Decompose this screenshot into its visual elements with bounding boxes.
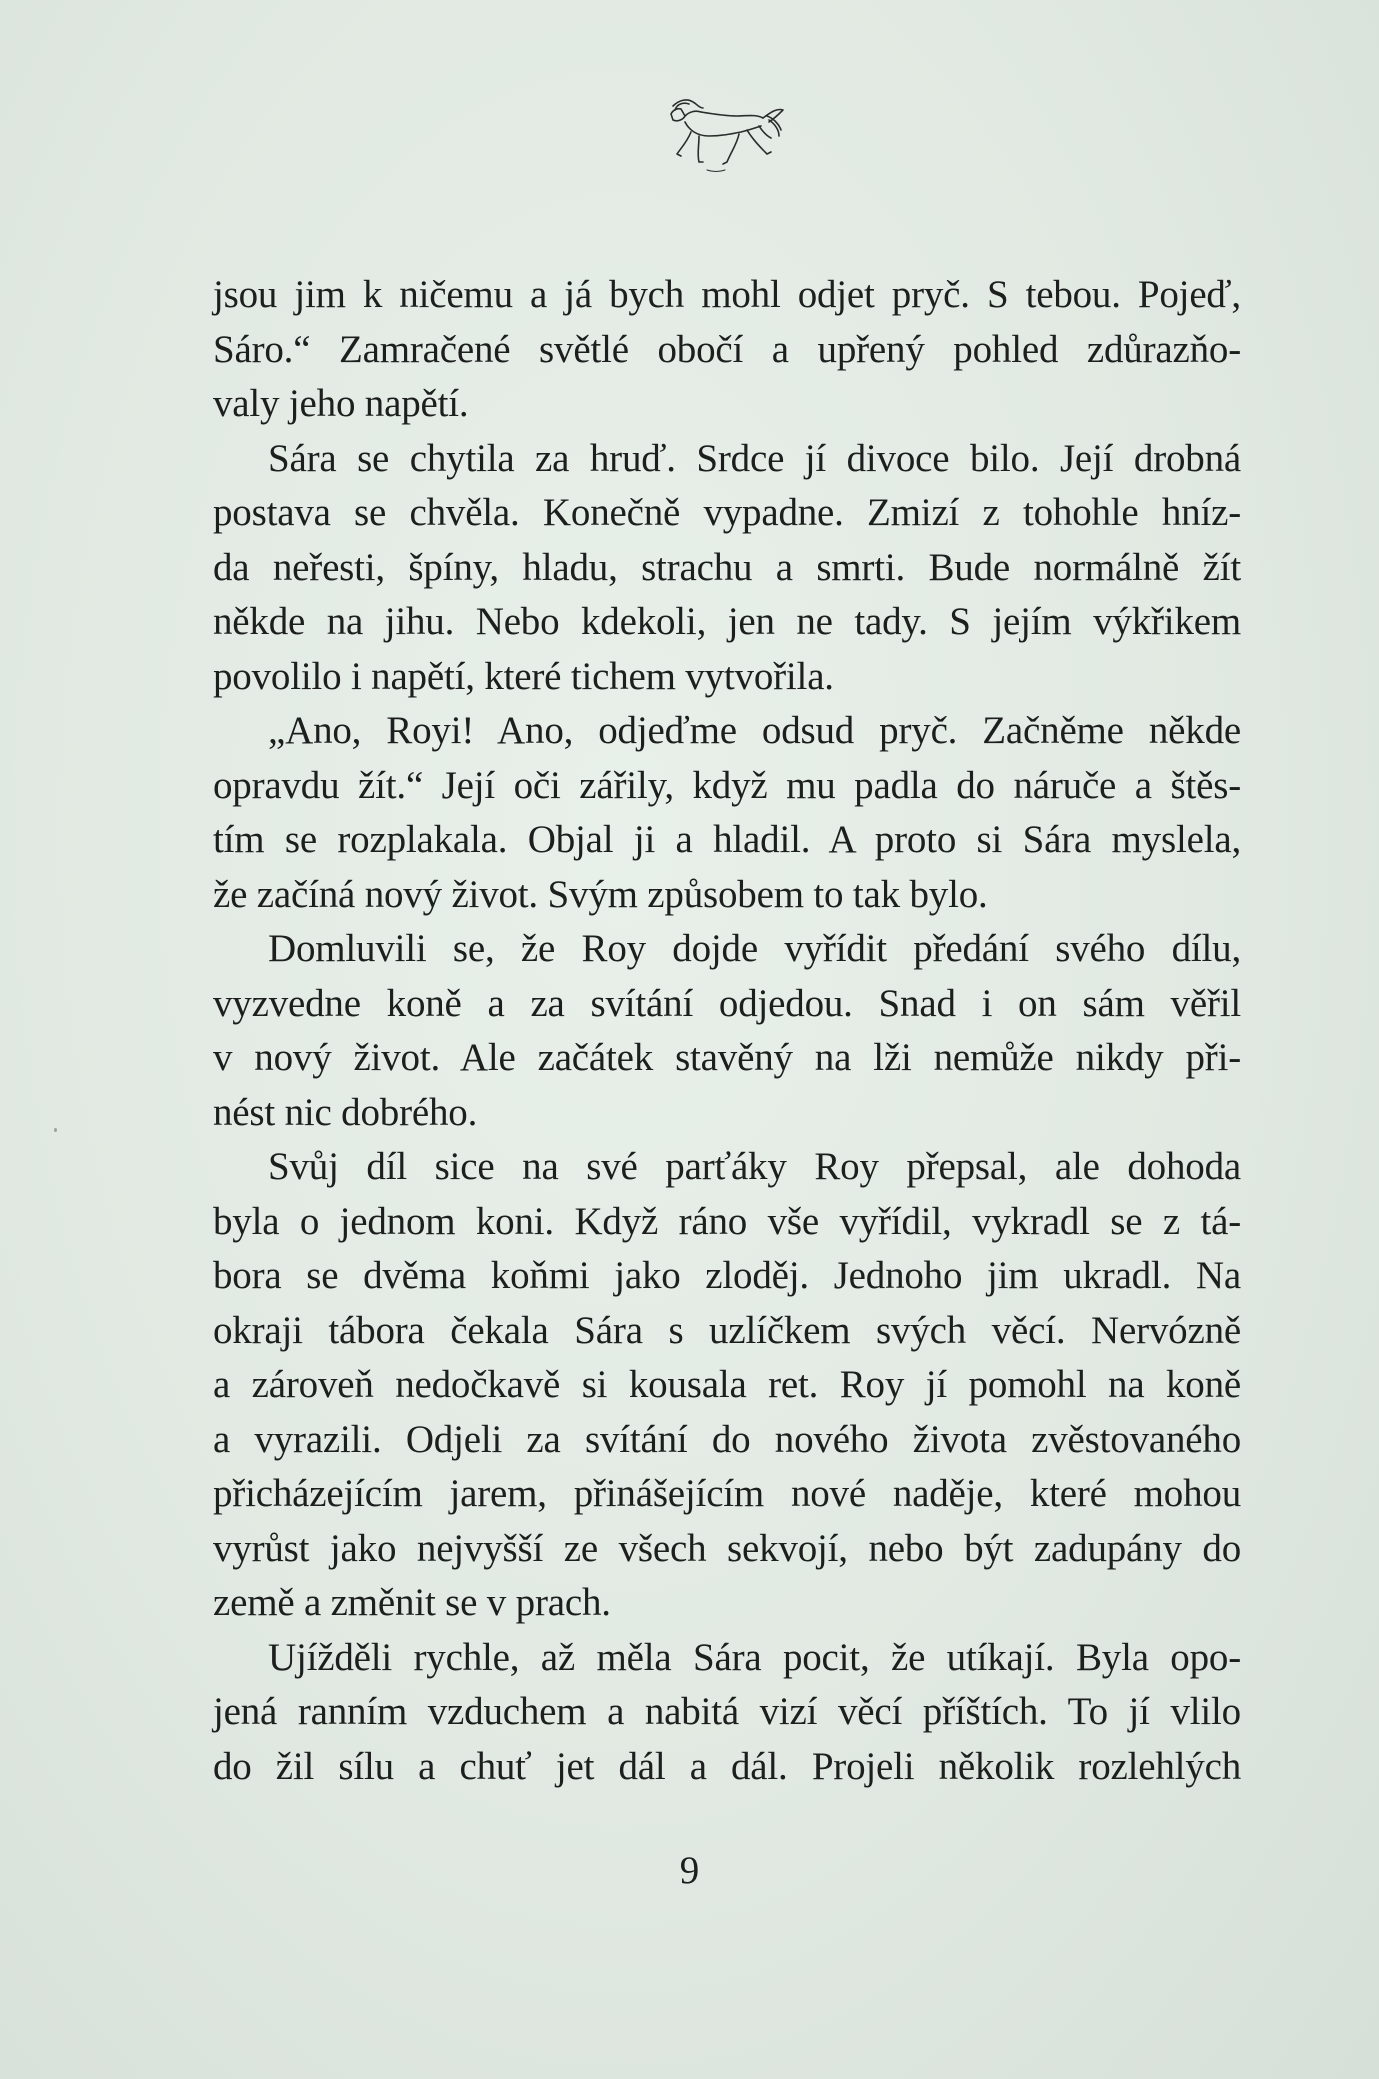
text-line: a vyrazili. Odjeli za svítání do nového života zvěstovaného <box>213 1417 1241 1461</box>
paper-speck <box>54 1128 57 1132</box>
text-line: nést nic dobrého. <box>213 1090 478 1134</box>
text-line: opravdu žít.“ Její oči zářily, když mu padla do náruče a štěs- <box>213 763 1241 807</box>
text-line: do žil sílu a chuť jet dál a dál. Projeli několik rozlehlých <box>213 1744 1241 1788</box>
text-line: vyzvedne koně a za svítání odjedou. Snad i on sám věřil <box>213 981 1241 1025</box>
text-line: Sáro.“ Zamračené světlé obočí a upřený pohled zdůrazňo- <box>213 327 1241 371</box>
text-line: „Ano, Royi! Ano, odjeďme odsud pryč. Začněme někde <box>268 709 1241 752</box>
text-line: Svůj díl sice na své parťáky Roy přepsal, ale dohoda <box>268 1145 1241 1188</box>
text-line: byla o jednom koni. Když ráno vše vyřídil, vykradl se z tá- <box>213 1199 1241 1243</box>
text-line: jená ranním vzduchem a nabitá vizí věcí příštích. To jí vlilo <box>213 1690 1241 1733</box>
text-line: země a změnit se v prach. <box>213 1581 611 1624</box>
text-line: da neřesti, špíny, hladu, strachu a smrti. Bude normálně žít <box>213 545 1241 589</box>
body-text <box>213 268 1241 1794</box>
text-line: jsou jim k ničemu a já bych mohl odjet pryč. S tebou. Pojeď, <box>213 273 1241 316</box>
text-line: v nový život. Ale začátek stavěný na lži nemůže nikdy při- <box>213 1036 1241 1079</box>
text-line: povolilo i napětí, které tichem vytvořila. <box>213 654 834 698</box>
text-line: že začíná nový život. Svým způsobem to tak bylo. <box>213 872 988 916</box>
text-line: Ujížděli rychle, až měla Sára pocit, že utíkají. Byla opo- <box>268 1635 1241 1679</box>
text-line: okraji tábora čekala Sára s uzlíčkem svých věcí. Nervózně <box>213 1308 1241 1352</box>
text-line: Sára se chytila za hruď. Srdce jí divoce bilo. Její drobná <box>268 436 1241 480</box>
text-line: někde na jihu. Nebo kdekoli, jen ne tady. S jejím výkřikem <box>213 600 1241 643</box>
text-line: postava se chvěla. Konečně vypadne. Zmizí z tohohle hníz- <box>213 491 1241 534</box>
text-line: přicházejícím jarem, přinášejícím nové naděje, které mohou <box>213 1472 1241 1515</box>
text-line: bora se dvěma koňmi jako zloděj. Jednoho jim ukradl. Na <box>213 1254 1241 1297</box>
page-number: 9 <box>679 1849 700 1892</box>
text-line: a zároveň nedočkavě si kousala ret. Roy jí pomohl na koně <box>213 1363 1241 1406</box>
text-line: tím se rozplakala. Objal ji a hladil. A proto si Sára myslela, <box>213 818 1241 861</box>
text-line: valy jeho napětí. <box>213 382 469 425</box>
text-line: Domluvili se, že Roy dojde vyřídit předání svého dílu, <box>268 927 1241 970</box>
text-line: vyrůst jako nejvyšší ze všech sekvojí, nebo být zadupány do <box>213 1526 1241 1570</box>
running-horse-icon <box>663 92 793 192</box>
